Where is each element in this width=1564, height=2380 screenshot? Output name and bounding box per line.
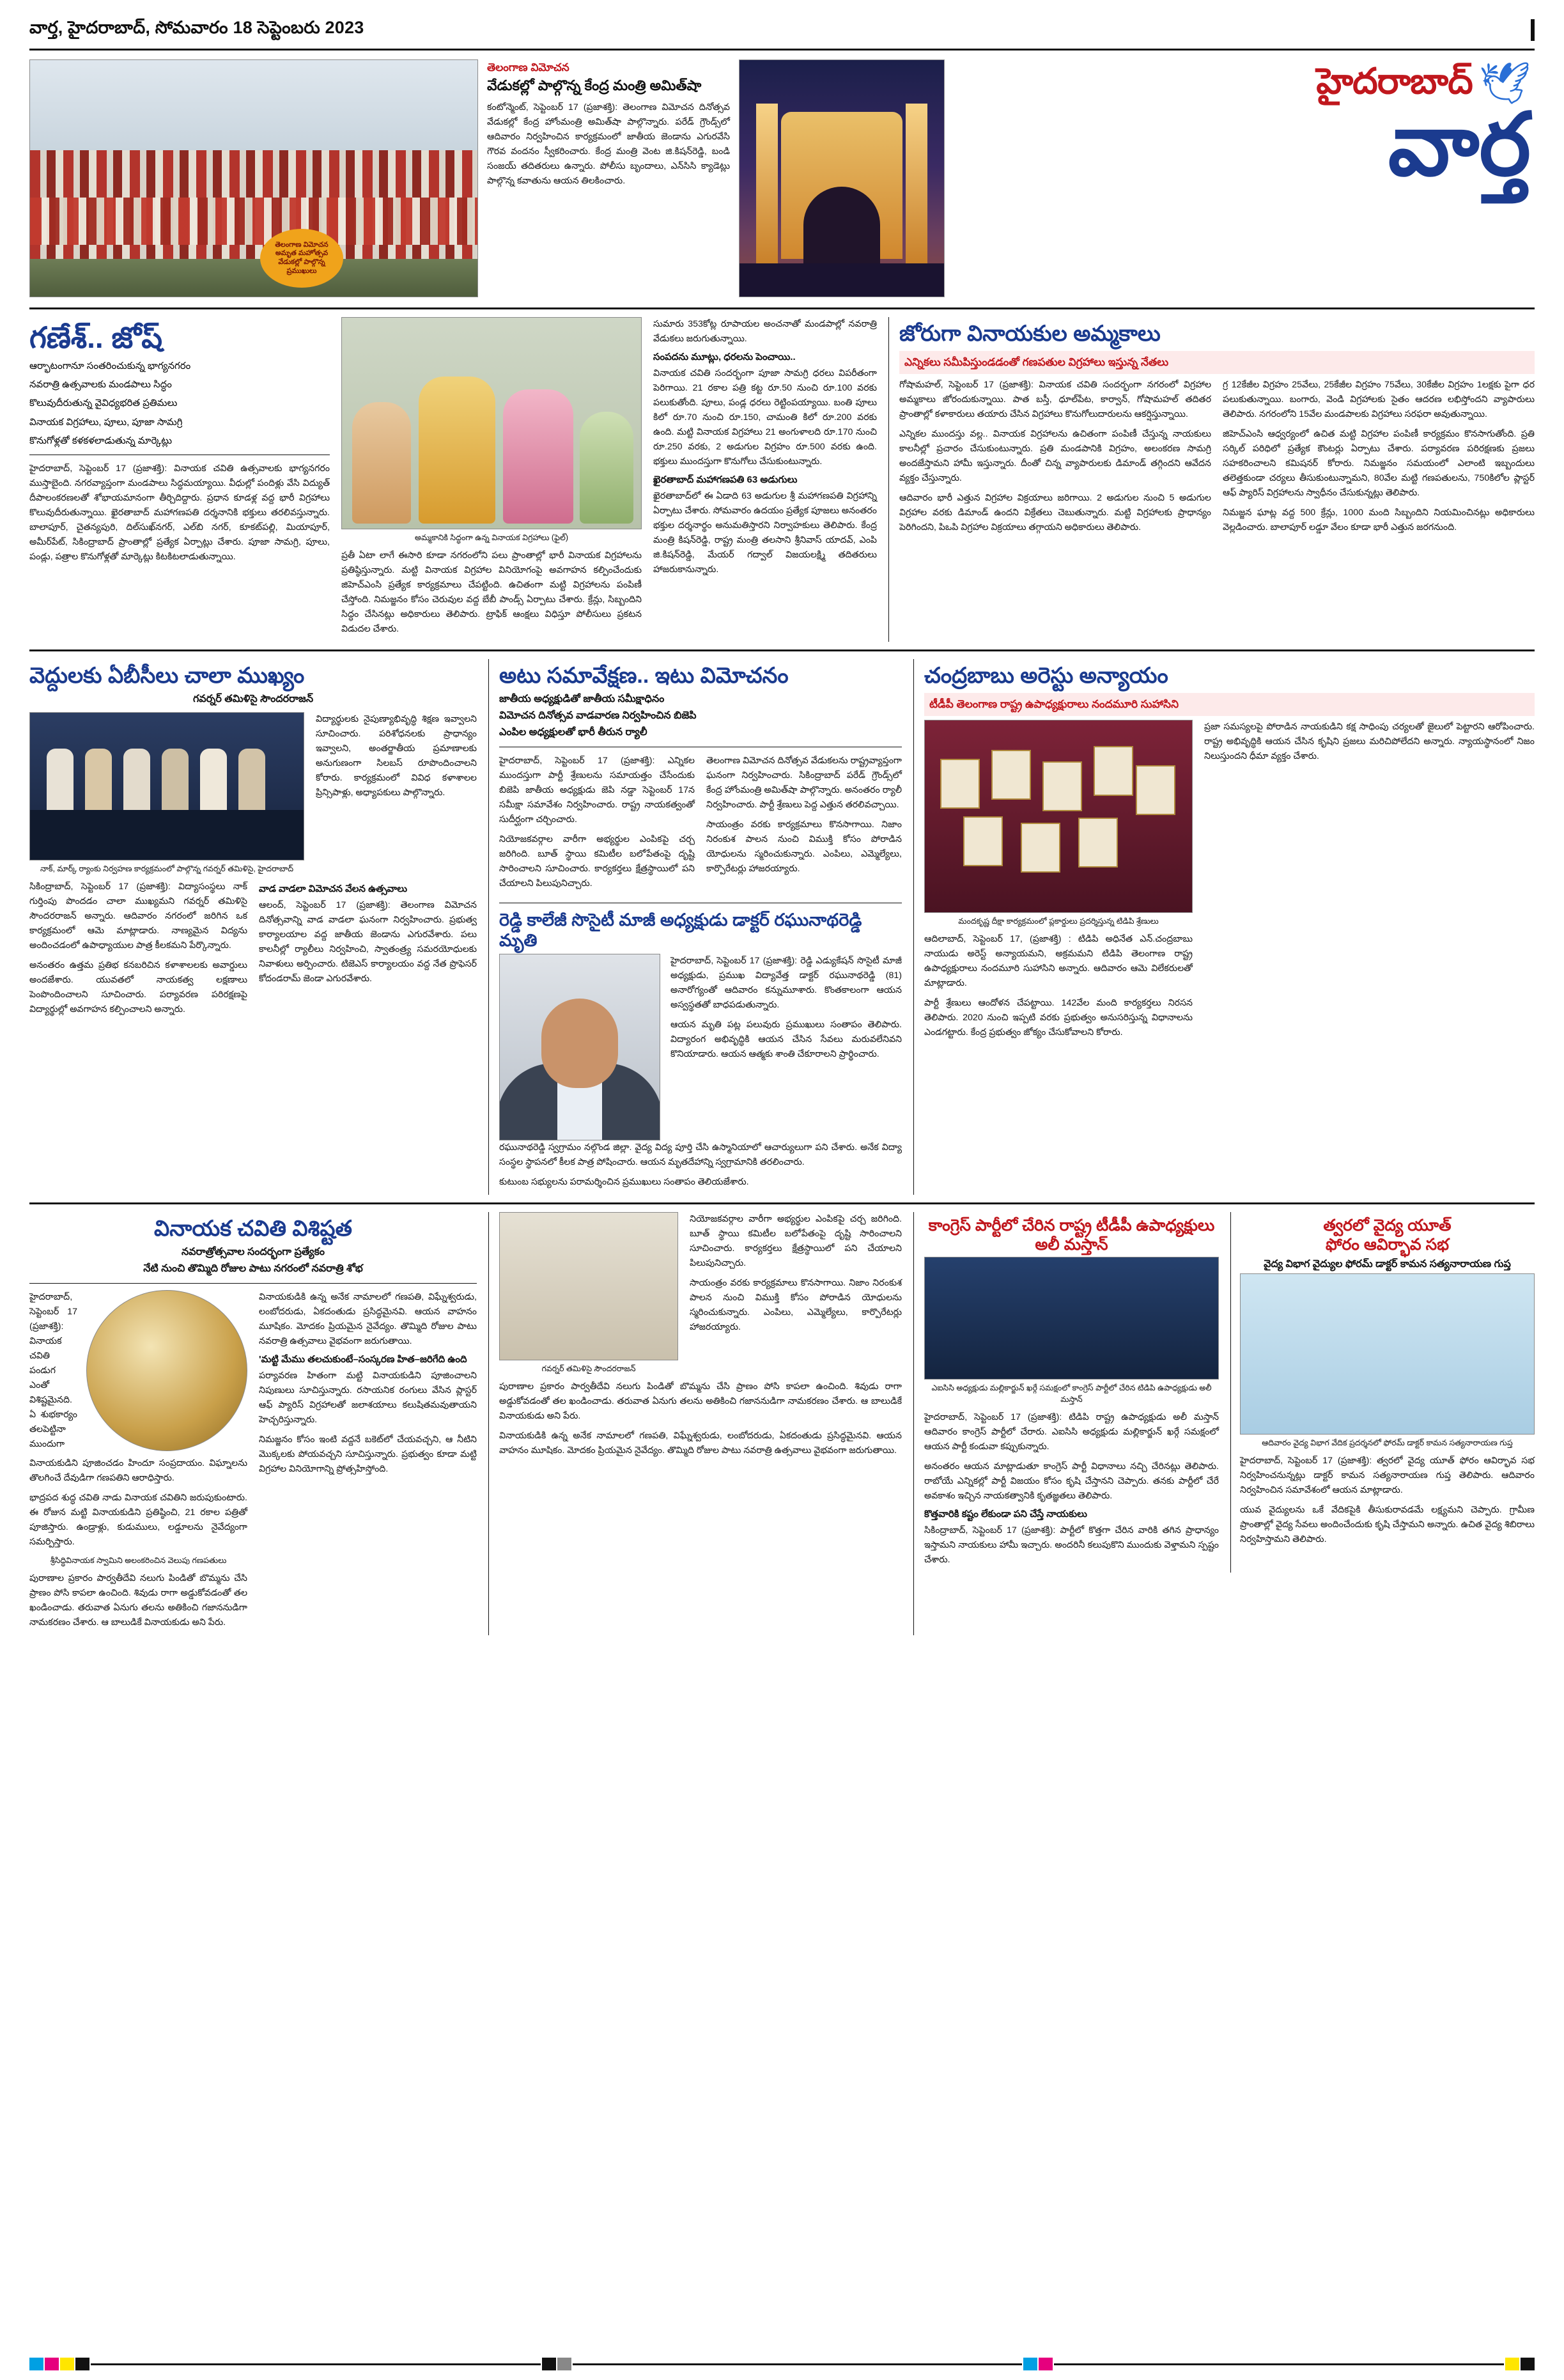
obit-photo-col [499,954,659,1140]
ganesh-bullet-2: నవరాత్రి ఉత్సవాలకు మండపాలు సిద్ధం [29,379,172,391]
cbn-kicker: టీడీపీ తెలంగాణ రాష్ట్ర ఉపాధ్యక్షురాలు నందమూరి సుహాసిని [924,693,1535,716]
ganesh-prasadam-photo [86,1290,247,1451]
sales-body-5: జిహెచ్‌ఎంసి ఆధ్వర్యంలో ఉచిత మట్టి విగ్రహాల పంపిణీ కార్యక్రమం కొనసాగుతోంది. ప్రతి సర్కిల్ పరిధిలో ప్రత్యేక కౌంటర్లు ఏర్పాటు చేశారు. పర్యావరణ పరిరక్షణకు ప్రజలు సహకరించాలని కమిషనర్ కోరారు. నిమజ్జనం సమయంలో ఎలాంటి ఇబ్బందులు తలెత్తకుండా చర్యలు తీసుకుంటున్నామని, 80వేల మట్టి గణపతులను, 750కిలోల ప్లాస్టర్ ఆఫ్ ప్యారిస్ విగ్రహాలను స్వాధీనం చేసుకున్నట్లు తెలిపారు. [1223,428,1535,498]
survey-body-4: సాయంత్రం వరకు కార్యక్రమాలు కొనసాగాయి. నిజాం నిరంకుశ పాలన నుంచి విముక్తి కోసం పోరాడిన యోధులను స్మరించుకున్నారు. ఎంపిలు, ఎమ్మెల్యేలు, కార్పొరేటర్లు హాజరయ్యారు. [706,819,902,874]
ganesh-sub-1: సంపదను మూట్లు, ధరలను పెంచాయి.. [653,352,796,362]
obit-text-col [670,954,902,1140]
band-three-middle [488,1212,902,1635]
band-one [29,317,1535,642]
ganesh-body-3b: ఖైరతాబాద్‌లో ఈ ఏడాది 63 అడుగుల శ్రీ మహాగణపతి విగ్రహాన్ని ఏర్పాటు చేశారు. సోమవారం ఉదయం ప్రత్యేక పూజలు అనంతరం భక్తుల దర్శనార్థం అనుమతిస్తారని నిర్వాహకులు తెలిపారు. కేంద్ర మంత్రి కిషన్‌రెడ్డి, రాష్ట్ర మంత్రి తలసాని శ్రీనివాస్ యాదవ్, ఎంపి జి.కిషన్‌రెడ్డి, మేయర్ గద్వాల్ విజయలక్ష్మి తదితరులు హాజరుకానున్నారు. [653,491,877,575]
vinayaka-body-6: నిమజ్జనం కోసం ఇంటి వద్దనే బకెట్‌లో చేయవచ్చని, ఆ నీటిని మొక్కలకు పోయవచ్చని సూచిస్తున్నారు. ప్రభుత్వం కూడా మట్టి విగ్రహాల వినియోగాన్ని ప్రోత్సహిస్తోంది. [259,1434,477,1474]
sales-story [888,317,1535,642]
vinayaka-body-4: వినాయకుడికి ఉన్న అనేక నామాలలో గణపతి, విఘ్నేశ్వరుడు, లంబోదరుడు, ఏకదంతుడు ప్రసిద్ధమైనవి. ఆయన వాహనం మూషికం. మోదకం ప్రియమైన నైవేద్యం. తొమ్మిది రోజుల పాటు నవరాత్రి ఉత్సవాలు వైభవంగా జరుగుతాయి. [259,1291,477,1346]
obit-body-4: కుటుంబ సభ్యులను పరామర్శించిన ప్రముఖులు సంతాపం తెలియజేశారు. [499,1176,749,1187]
edition-bar [29,18,1535,51]
vinayaka-body-2: భాద్రపద శుద్ధ చవితి నాడు వినాయక చవితిని జరుపుకుంటారు. ఈ రోజున మట్టి వినాయకుడిని ప్రతిష్ఠించి, 21 రకాల పత్రితో పూజిస్తారు. ఉండ్రాళ్లు, కుడుములు, లడ్డూలను నైవేద్యంగా సమర్పిస్తారు. [29,1492,247,1547]
ganesh-body-1: హైదరాబాద్, సెప్టెంబర్ 17 (ప్రజాశక్తి): వినాయక చవితి ఉత్సవాలకు భాగ్యనగరం ముస్తాబైంది. నగరవ్యాప్తంగా మండపాలు సిద్ధమయ్యాయి. వీధుల్లో పందిళ్లు వేసి విద్యుత్ దీపాలంకరణలతో శోభాయమానంగా తీర్చిదిద్దారు. ప్రధాన కూడళ్ల వద్ద భారీ విగ్రహాలు కొలువుదీరుతున్నాయి. ఖైరతాబాద్ మహాగణపతి దర్శనానికి భక్తులు తరలివస్తున్నారు. బాలాపూర్, చైతన్యపురి, దిల్‌సుఖ్‌నగర్, ఎల్‌బి నగర్, కూకట్‌పల్లి, మియాపూర్, అమీర్‌పేట్, సికింద్రాబాద్ ప్రాంతాల్లో ప్రత్యేక ఏర్పాట్లు చేశారు. పూజా సామగ్రి, పూలు, పండ్లు, పత్రాల కొనుగోళ్లతో మార్కెట్లు కిటకిటలాడుతున్నాయి. [29,463,330,563]
congress-body-1: హైదరాబాద్, సెప్టెంబర్ 17 (ప్రజాశక్తి): టిడిపి రాష్ట్ర ఉపాధ్యక్షుడు అలీ మస్తాన్ ఆదివారం కాంగ్రెస్ పార్టీలో చేరారు. ఎఐసిసి అధ్యక్షుడు మల్లికార్జున్ ఖర్గే సమక్షంలో ఆయన పార్టీ కండువా కప్పుకున్నారు. [924,1412,1219,1452]
vinayaka-body-5: పర్యావరణ హితంగా మట్టి వినాయకుడిని పూజించాలని నిపుణులు సూచిస్తున్నారు. రసాయనిక రంగులు వేసిన ప్లాస్టర్ ఆఫ్ ప్యారిస్ విగ్రహాలతో జలాశయాలు కలుషితమవుతాయని హెచ్చరిస్తున్నారు. [259,1370,477,1425]
survey-kicker-2: విమోచన దినోత్సవ వాడవారణ నిర్వహించిన బిజెపి [499,710,697,721]
felicitation-photo [499,1212,678,1360]
cbn-text-col [1204,720,1535,1045]
header-body: కంటోన్మెంట్, సెప్టెంబర్ 17 (ప్రజాశక్తి): తెలంగాణ విమోచన దినోత్సవ వేడుకల్లో కేంద్ర హోంమంత్రి అమిత్‌షా పాల్గొన్నారు. పరేడ్ గ్రౌండ్స్‌లో ఆదివారం నిర్వహించిన కార్యక్రమంలో జాతీయ జెండాను ఎగురవేసి గౌరవ వందనం స్వీకరించారు. కేంద్ర మంత్రి వెంట జి.కిషన్‌రెడ్డి, బండి సంజయ్ తదితరులు ఉన్నారు. పోలీసు బృందాలు, ఎన్‌సిసి క్యాడెట్లు పాల్గొన్న కవాతును ఆయన తిలకించారు. [487,102,730,187]
abc-story [29,659,477,1195]
vinayaka-feature [29,1212,477,1635]
youth-headline-line2: ఫోరం ఆవిర్భావ సభ [1326,1235,1449,1254]
ganesh-bullet-3: కొలువుదీరుతున్న వైవిధ్యభరిత ప్రతిమలు [29,398,178,409]
charminar-photo [739,59,945,297]
band-three [29,1212,1535,1635]
survey-col-1 [499,754,695,896]
cbn-story [913,659,1535,1195]
congress-story [924,1212,1219,1573]
header-story [487,59,730,297]
cbn-body-1: ఆదిలాబాద్, సెప్టెంబర్ 17, (ప్రజాశక్తి) : టిడిపి అధినేత ఎన్.చంద్రబాబు నాయుడు అరెస్ట్ అన్యాయమని, అక్రమమని టిడిపి తెలంగాణ రాష్ట్ర ఉపాధ్యక్షురాలు నందమూరి సుహాసిని అన్నారు. ఆదివారం ఆమె విలేకరులతో మాట్లాడారు. [924,933,1193,988]
masthead-brand: వార్త [1388,96,1531,193]
vinayaka-kicker-2: నేటి నుంచి తొమ్మిది రోజుల పాటు నగరంలో నవరాత్రి శోభ [143,1263,363,1274]
ganesh-body-3top: సుమారు 353కోట్ల రూపాయల అంచనాతో మండపాల్లో నవరాత్రి వేడుకలు జరుగుతున్నాయి. [653,319,877,344]
sales-body-6: నిమజ్జన ఘాట్ల వద్ద 500 క్రేన్లు, 1000 మంది సిబ్బందిని నియమించినట్లు అధికారులు వెల్లడించారు. బాలాపూర్ లడ్డూ వేలం కూడా భారీ ఎత్తున జరగనుంది. [1223,507,1535,533]
hand-photo-caption: గవర్నర్ తమిళిసై సౌందరరాజన్ [541,1364,636,1373]
congress-body-3: సికింద్రాబాద్, సెప్టెంబర్ 17 (ప్రజాశక్తి): పార్టీలో కొత్తగా చేరిన వారికి తగిన ప్రాధాన్యం ఇస్తామని నాయకులు హామీ ఇచ్చారు. అందరినీ కలుపుకొని ముందుకు వెళ్తామని స్పష్టం చేశారు. [924,1525,1219,1565]
youth-kicker: వైద్య విభాగ వైద్యుల ఫోరమ్ డాక్టర్ కామన సత్యనారాయణ గుప్త [1264,1258,1511,1270]
cbn-headline: చంద్రబాబు అరెస్టు అన్యాయం [924,664,1168,688]
sales-headline: జోరుగా వినాయకుల అమ్మకాలు [899,322,1161,346]
sales-body-1: గోషామహల్, సెప్టెంబర్ 17 (ప్రజాశక్తి): వినాయక చవితి సందర్భంగా నగరంలో విగ్రహాల అమ్మకాలు జోరందుకున్నాయి. పాత బస్తీ, ధూల్‌పేట, కార్వాన్, గోషామహల్ తదితర ప్రాంతాల్లో కళాకారులు తయారు చేసిన విగ్రహాలు కొనుగోలుదారులను ఆకర్షిస్తున్నాయి. [899,379,1211,419]
photo-badge: తెలంగాణ విమోచన అమృత మహోత్సవ వేడుకల్లో పాల్గొన్న ప్రముఖులు [260,229,343,288]
header-headline: వేడుకల్లో పాల్గొన్న కేంద్ర మంత్రి అమిత్‌షా [487,77,702,94]
sales-body-3: ఆదివారం భారీ ఎత్తున విగ్రహాల విక్రయాలు జరిగాయి. 2 అడుగుల నుంచి 5 అడుగుల విగ్రహాల వరకు డిమాండ్ ఉందని విక్రేతలు చెబుతున్నారు. మట్టి విగ్రహాలకు ప్రాధాన్యం పెరిగిందని, పిఒపి విగ్రహాల విక్రయాలు తగ్గాయని అధికారులు తెలిపారు. [899,492,1211,533]
dove-icon: 🕊 [1478,60,1531,106]
youth-headline-line1: త్వరలో వైద్య యూత్ [1323,1216,1452,1234]
abc-body-0: విద్యార్థులకు నైపుణ్యాభివృద్ధి శిక్షణ ఇవ్వాలని సూచించారు. పరిశోధనలకు ప్రాధాన్యం ఇవ్వాలని, అంతర్జాతీయ ప్రమాణాలకు అనుగుణంగా సిలబస్ రూపొందించాలని కోరారు. కార్యక్రమంలో వివిధ కళాశాలల ప్రిన్సిపాళ్లు, అధ్యాపకులు పాల్గొన్నారు. [316,713,477,798]
parade-photo [29,59,478,297]
youth-forum-photo [1240,1273,1535,1435]
survey-kicker-1: జాతీయ అధ్యక్షుడితో జాతీయ సమీక్షాధినం [499,693,665,704]
survey-body-3: తెలంగాణ విమోచన దినోత్సవ వేడుకలను రాష్ట్రవ్యాప్తంగా ఘనంగా నిర్వహించారు. సికింద్రాబాద్ పరేడ్ గ్రౌండ్స్‌లో కేంద్ర హోంమంత్రి అమిత్‌షా పాల్గొన్నారు. అనంతరం ర్యాలీ నిర్వహించారు. పార్టీ శ్రేణులు పెద్ద ఎత్తున తరలివచ్చాయి. [706,755,902,810]
header-kicker: తెలంగాణ విమోచన [487,61,569,74]
band-three-body-3: పురాణాల ప్రకారం పార్వతీదేవి నలుగు పిండితో బొమ్మను చేసి ప్రాణం పోసి కాపలా ఉంచింది. శివుడు రాగా అడ్డుకోవడంతో తల ఖండించాడు. తరువాత ఏనుగు తలను అతికించి గజాననుడిగా నామకరణం చేశారు. ఆ బాలుడికే వినాయకుడు అని పేరు. [499,1381,902,1421]
youth-photo-caption: ఆదివారం వైద్య విభాగ వేదిక ప్రదర్శనలో ఫోరమ్ డాక్టర్ కామన సత్యనారాయణ గుప్త [1262,1438,1513,1447]
band-three-body-1: నియోజకవర్గాల వారీగా అభ్యర్థుల ఎంపికపై చర్చ జరిగింది. బూత్ స్థాయి కమిటీల బలోపేతంపై దృష్టి సారించాలని సూచించారు. కార్యకర్తలు క్షేత్రస్థాయిలో పని చేయాలని పిలుపునిచ్చారు. [690,1213,902,1268]
abc-sub: వాడ వాడలా విమోచన వేలన ఉత్సవాలు [259,883,408,895]
vinayaka-col-1 [29,1290,247,1635]
abc-text-col [316,712,477,880]
ganesh-sub-2: ఖైరతాబాద్ మహాగణపతి 63 అడుగులు [653,474,798,485]
band-three-body-4: వినాయకుడికి ఉన్న అనేక నామాలలో గణపతి, విఘ్నేశ్వరుడు, లంబోదరుడు, ఏకదంతుడు ప్రసిద్ధమైనవి. ఆయన వాహనం మూషికం. మోదకం ప్రియమైన నైవేద్యం. తొమ్మిది రోజుల పాటు నవరాత్రి ఉత్సవాలు వైభవంగా జరుగుతాయి. [499,1430,902,1456]
cbn-body-2: ప్రజా సమస్యలపై పోరాడిన నాయకుడిని కక్ష సాధింపు చర్యలతో జైలులో పెట్టారని ఆరోపించారు. రాష్ట్ర అభివృద్ధికి ఆయన చేసిన కృషిని ప్రజలు మరిచిపోలేదని అన్నారు. న్యాయస్థానంలో నిజం నిలుస్తుందని ధీమా వ్యక్తం చేశారు. [1204,721,1535,761]
masthead-city: హైదరాబాద్ [1316,60,1473,101]
sales-kicker: ఎన్నికలు సమీపిస్తుండడంతో గణపతుల విగ్రహాలు ఇస్తున్న నేతలు [899,351,1535,374]
abc-col-a [29,880,247,1022]
congress-headline: కాంగ్రెస్ పార్టీలో చేరిన రాష్ట్ర టీడీపీ ఉపాధ్యక్షులు అలీ మస్తాన్ [928,1216,1215,1254]
vinayaka-photo-caption: శ్రీసిద్ధివినాయక స్వామిని అలంకరించిన వెలుపు గణపతులు [50,1555,227,1565]
ganesh-bullet-4: వినాయక విగ్రహాలు, పూలు, పూజా సామగ్రి [29,416,183,428]
band-three-body-2: సాయంత్రం వరకు కార్యక్రమాలు కొనసాగాయి. నిజాం నిరంకుశ పాలన నుంచి విముక్తి కోసం పోరాడిన యోధులను స్మరించుకున్నారు. ఎంపిలు, ఎమ్మెల్యేలు, కార్పొరేటర్లు హాజరయ్యారు. [690,1277,902,1332]
cbn-photo-caption: మందకృష్ణ దీక్షా కార్యక్రమంలో ప్లకార్డులు ప్రదర్శిస్తున్న టిడిపి శ్రేణులు [958,916,1159,926]
band-three-middle-text [690,1212,902,1380]
abc-photo-col [29,712,304,880]
survey-kicker-3: ఎంపిల అధ్యక్షులతో భారీ తీరున ర్యాలీ [499,726,647,738]
youth-body-1: హైదరాబాద్, సెప్టెంబర్ 17 (ప్రజాశక్తి): త్వరలో వైద్య యూత్ ఫోరం ఆవిర్భావ సభ నిర్వహించనున్నట్లు డాక్టర్ కామన సత్యనారాయణ గుప్త తెలిపారు. ఆదివారం నిర్వహించిన సమావేశంలో ఆయన మాట్లాడారు. [1240,1455,1535,1495]
ganesh-headline: గణేశ్‌.. జోష్‌ [29,321,163,354]
abc-col-b [259,880,477,1022]
abc-headline: వెద్దులకు ఏబీసీలు చాలా ముఖ్యం [29,664,305,688]
survey-body-2: నియోజకవర్గాల వారీగా అభ్యర్థుల ఎంపికపై చర్చ జరిగింది. బూత్ స్థాయి కమిటీల బలోపేతంపై దృష్టి సారించాలని సూచించారు. కార్యకర్తలు క్షేత్రస్థాయిలో పని చేయాలని పిలుపునిచ్చారు. [499,834,695,889]
ganesh-body-3: వినాయక చవితి సందర్భంగా పూజా సామగ్రి ధరలు విపరీతంగా పెరిగాయి. 21 రకాల పత్రి కట్ట రూ.50 నుంచి రూ.100 వరకు పలుకుతోంది. పూలు, పండ్ల ధరలు రెట్టింపయ్యాయి. బంతి పూలు కిలో రూ.70 నుంచి రూ.150, చామంతి కిలో రూ.200 వరకు ఉంది. మట్టి వినాయక విగ్రహాలు 21 అంగుళాలది రూ.170 నుంచి రూ.250 వరకు, 2 అడుగుల విగ్రహం రూ.500 వరకు ఉంది. భక్తులు ముందస్తుగా కొనుగోలు చేసుకుంటున్నారు. [653,368,877,467]
sales-col-1 [899,378,1211,540]
congress-join-photo [924,1257,1219,1380]
abc-body-1: సికింద్రాబాద్, సెప్టెంబర్ 17 (ప్రజాశక్తి): విద్యాసంస్థలు నాక్ గుర్తింపు పొందడం చాలా ముఖ్యమని గవర్నర్ తమిళిసై సౌందరరాజన్ అన్నారు. ఆదివారం నగరంలో జరిగిన ఒక కార్యక్రమంలో ఆమె మాట్లాడారు. నాణ్యమైన విద్యను అందించడంలో ఉపాధ్యాయుల పాత్ర కీలకమని పేర్కొన్నారు. [29,882,247,951]
sales-body-2: ఎన్నికల ముందస్తు వల్ల.. వినాయక విగ్రహాలను ఉచితంగా పంపిణీ చేస్తున్న నాయకులు కాలనీల్లో ప్రచారం చేసుకుంటున్నారు. ప్రతి మండపానికి విగ్రహం, అలంకరణ సామగ్రి అందజేస్తామని హామీ ఇస్తున్నారు. దీంతో చిన్న వ్యాపారులకు డిమాండ్ తగ్గిందని ఆవేదన వ్యక్తం చేస్తున్నారు. [899,428,1211,483]
obit-body-3: రఘునాథరెడ్డి స్వగ్రామం నల్గొండ జిల్లా. వైద్య విద్య పూర్తి చేసి ఉస్మానియాలో ఆచార్యులుగా పని చేశారు. అనేక విద్యా సంస్థల స్థాపనలో కీలక పాత్ర పోషించారు. ఆయన మృతదేహాన్ని స్వగ్రామానికి తరలించారు. [499,1142,902,1167]
vinayaka-kicker-1: నవరాత్రోత్సవాల సందర్భంగా ప్రత్యేకం [182,1246,325,1257]
ganesh-idols-photo [341,317,642,529]
obit-body-1: హైదరాబాద్, సెప్టెంబర్ 17 (ప్రజాశక్తి): రెడ్డి ఎడ్యుకేషన్ సొసైటీ మాజీ అధ్యక్షుడు, ప్రముఖ విద్యావేత్త డాక్టర్ రఘునాథరెడ్డి (81) అనారోగ్యంతో ఆదివారం కన్నుమూశారు. కొంతకాలంగా ఆయన అస్వస్థతతో బాధపడుతున్నారు. [670,955,902,1010]
ganesh-col-3 [653,317,877,642]
ganesh-photo-caption: అమ్మకానికి సిద్ధంగా ఉన్న వినాయక విగ్రహాలు (ఫైల్) [414,533,568,542]
vinayaka-body-1: హైదరాబాద్, సెప్టెంబర్ 17 (ప్రజాశక్తి): వినాయక చవితి పండుగ ఎంతో విశిష్టమైనది. ఏ శుభకార్యం తలపెట్టినా ముందుగా వినాయకుడిని పూజించడం హిందూ సంప్రదాయం. విఘ్నాలను తొలగించే దేవుడిగా గణపతిని ఆరాధిస్తారు. [29,1291,247,1483]
sales-col-2 [1223,378,1535,540]
congress-body-2: అనంతరం ఆయన మాట్లాడుతూ కాంగ్రెస్ పార్టీ విధానాలు నచ్చి చేరినట్లు తెలిపారు. రాబోయే ఎన్నికల్లో పార్టీ విజయం కోసం కృషి చేస్తానని చెప్పారు. తనకు పార్టీలో చేరే అవకాశం ఇచ్చిన నాయకత్వానికి కృతజ్ఞతలు తెలిపారు. [924,1461,1219,1501]
cbn-photo-col [924,720,1193,1045]
ganesh-body-2: ప్రతీ ఏటా లాగే ఈసారి కూడా నగరంలోని పలు ప్రాంతాల్లో భారీ వినాయక విగ్రహాలను ప్రతిష్ఠిస్తున్నారు. మట్టి వినాయక విగ్రహాల వినియోగంపై అవగాహన కల్పించేందుకు జిహెచ్‌ఎంసి ప్రత్యేక కార్యక్రమాలు చేపట్టింది. ఉచితంగా మట్టి విగ్రహాలను పంపిణీ చేస్తోంది. నిమజ్జనం కోసం చెరువుల వద్ద బేబీ పాండ్స్ ఏర్పాటు చేశారు. క్రేన్లు, సిబ్బందిని సిద్ధం చేసినట్లు అధికారులు తెలిపారు. ట్రాఫిక్ ఆంక్షలు విధిస్తూ పోలీసులు ప్రకటన విడుదల చేశారు. [341,550,642,635]
print-registration-bar [29,2357,1535,2371]
survey-headline: అటు సమావేక్షణ.. ఇటు విమోచనం [499,664,789,688]
ganesh-bullet-5: కొనుగోళ్లతో కళకళలాడుతున్న మార్కెట్లు [29,435,173,446]
ganesh-bullet-1: ఆర్భాటంగానూ సంతరించుకున్న భాగ్యనగరం [29,360,191,371]
obit-headline: రెడ్డి కాలేజీ సొసైటీ మాజీ అధ్యక్షుడు డాక్టర్ రఘునాథరెడ్డి మృతి [499,910,862,951]
band-three-right [913,1212,1535,1635]
masthead-logo [951,59,1535,193]
band-two [29,659,1535,1195]
vinayaka-headline: వినాయక చవితి విశిష్టత [153,1216,353,1241]
page-marker [1531,19,1535,41]
youth-body-2: యువ వైద్యులను ఒకే వేదికపైకి తీసుకురావడమే లక్ష్యమని చెప్పారు. గ్రామీణ ప్రాంతాల్లో వైద్య సేవలు అందించేందుకు కృషి చేస్తామని అన్నారు. ఉచిత వైద్య శిబిరాలు నిర్వహిస్తామని తెలిపారు. [1240,1504,1535,1544]
vinayaka-sub: 'మట్టి మేము తలచుకుంటే–సంస్కరణ హిత–జరిగేది ఉంది [259,1353,467,1365]
tdp-rally-photo [924,720,1193,913]
sales-body-4: గ్ర 12కేజీల విగ్రహం 25వేలు, 25కేజీల విగ్రహం 75వేలు, 30కేజీల విగ్రహం 1లక్షకు పైగా ధర పలుకుతున్నాయి. బంగారు, వెండి విగ్రహాలకు సైతం ఆదరణ లభిస్తోందని వ్యాపారులు తెలిపారు. నగరంలోని 15వేల మండపాలకు విగ్రహాలు సరఫరా అవుతున్నాయి. [1223,379,1535,419]
obituary-portrait [499,954,660,1140]
congress-sub: కొత్తవారికి కష్టం లేకుండా పని చేస్తే నాయకులు [924,1508,1087,1520]
survey-body-1: హైదరాబాద్, సెప్టెంబర్ 17 (ప్రజాశక్తి): ఎన్నికల ముందస్తుగా పార్టీ శ్రేణులను సమాయత్తం చేసేందుకు బిజెపి జాతీయ అధ్యక్షుడు జెపి నడ్డా సెప్టెంబర్ 17న సమీక్షా సమావేశం నిర్వహించారు. రాష్ట్ర నాయకత్వంతో సుదీర్ఘంగా చర్చించారు. [499,755,695,825]
ganesh-col-1 [29,317,330,642]
governor-event-photo [29,712,304,860]
abc-body-3: ఆలంద్, సెప్టెంబర్ 17 (ప్రజాశక్తి): తెలంగాణ విమోచన దినోత్సవాన్ని వాడ వాడలా ఘనంగా నిర్వహించారు. ప్రభుత్వ కార్యాలయాల వద్ద జాతీయ జెండాను ఎగురవేశారు. పలు కాలనీల్లో ర్యాలీలు నిర్వహించి, స్వాతంత్ర్య సమరయోధులకు నివాళులు అర్పించారు. టిజెఎస్ కార్యాలయం వద్ద నేత ప్రొఫెసర్ కోదండరామ్ జెండా ఎగురవేశారు. [259,900,477,984]
vinayaka-body-3: పురాణాల ప్రకారం పార్వతీదేవి నలుగు పిండితో బొమ్మను చేసి ప్రాణం పోసి కాపలా ఉంచింది. శివుడు రాగా అడ్డుకోవడంతో తల ఖండించాడు. తరువాత ఏనుగు తలను అతికించి గజాననుడిగా నామకరణం చేశారు. ఆ బాలుడికే వినాయకుడు అని పేరు. [29,1573,247,1628]
obit-body-2: ఆయన మృతి పట్ల పలువురు ప్రముఖులు సంతాపం తెలిపారు. విద్యారంగ అభివృద్ధికి ఆయన చేసిన సేవలు మరువలేనివని కొనియాడారు. ఆయన ఆత్మకు శాంతి చేకూరాలని ప్రార్థించారు. [670,1019,902,1059]
congress-photo-caption: ఎఐసిసి అధ్యక్షుడు మల్లికార్జున్ ఖర్గే సమక్షంలో కాంగ్రెస్ పార్టీలో చేరిన టిడిపి ఉపాధ్యక్షుడు అలీ మస్తాన్ [931,1383,1212,1404]
vinayaka-col-2 [259,1290,477,1635]
masthead-block [29,59,1535,297]
abc-kicker: గవర్నర్ తమిళిసై సౌందరరాజన్ [192,693,314,704]
youth-story [1230,1212,1535,1573]
abc-body-2: అనంతరం ఉత్తమ ప్రతిభ కనబరిచిన కళాశాలలకు అవార్డులు అందజేశారు. యువతలో నాయకత్వ లక్షణాలు పెంపొందించాలని సూచించారు. పర్యావరణ పరిరక్షణపై విద్యార్థుల్లో అవగాహన కల్పించాలని అన్నారు. [29,960,247,1015]
edition-line: వార్త, హైదరాబాద్, సోమవారం 18 సెప్టెంబరు 2023 [29,18,364,37]
hand-photo-col [499,1212,678,1380]
survey-col-2 [706,754,902,896]
cbn-body-3: పార్టీ శ్రేణులు ఆందోళన చేపట్టాయి. 142వేల మంది కార్యకర్తలు నిరసన తెలిపారు. 2020 నుంచి ఇప్పటి వరకు ప్రభుత్వం అనుసరిస్తున్న విధానాలను ఎండగట్టారు. కేంద్ర ప్రభుత్వం జోక్యం చేసుకోవాలని కోరారు. [924,997,1193,1038]
ganesh-col-2 [341,317,642,642]
abc-photo-caption: నాక్, మార్క్ ర్యాంకు నిర్వహణ కార్యక్రమంలో పాల్గొన్న గవర్నర్ తమిళిసై, హైదరాబాద్ [40,864,294,873]
survey-story [488,659,902,1195]
